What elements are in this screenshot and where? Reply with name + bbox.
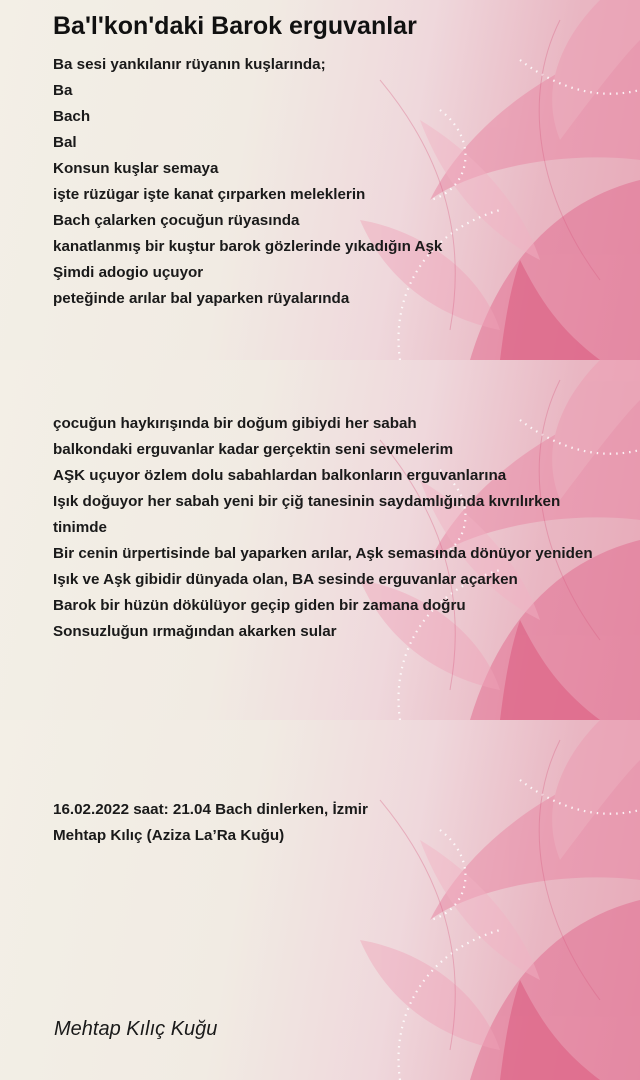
stanza-1 [53, 52, 442, 312]
poem-line: Işık doğuyor her sabah yeni bir çiğ tanesinin saydamlığında kıvrılırken [53, 493, 561, 510]
poem-line: AŞK uçuyor özlem dolu sabahlardan balkonların erguvanlarına [53, 467, 507, 484]
poem-line: Bach çalarken çocuğun rüyasında [53, 212, 300, 229]
poem-title: Ba'l'kon'daki Barok erguvanlar [53, 12, 417, 40]
poem-line: Şimdi adogio uçuyor [53, 264, 204, 281]
poem-line: Sonsuzluğun ırmağından akarken sular [53, 623, 337, 640]
poem-line: kanatlanmış bir kuştur barok gözlerinde yıkadığın Aşk [53, 238, 443, 255]
poem-line: Bir cenin ürpertisinde bal yaparken arılar, Aşk semasında dönüyor yeniden [53, 545, 593, 562]
poem-line: peteğinde arılar bal yaparken rüyalarında [53, 290, 350, 307]
poem-line: Mehtap Kılıç (Aziza La’Ra Kuğu) [53, 827, 285, 844]
poem-line: işte rüzügar işte kanat çırparken meleklerin [53, 186, 366, 203]
poem-line: Barok bir hüzün dökülüyor geçip giden bir zamana doğru [53, 597, 466, 614]
poem-line: Konsun kuşlar semaya [53, 160, 219, 177]
poem-line: Bal [53, 134, 77, 151]
poem-line: çocuğun haykırışında bir doğum gibiydi her sabah [53, 415, 417, 432]
author-signature: Mehtap Kılıç Kuğu [54, 1018, 218, 1040]
stanza-3 [53, 797, 368, 849]
poem-line: tinimde [53, 519, 108, 536]
poem-line: Işık ve Aşk gibidir dünyada olan, BA sesinde erguvanlar açarken [53, 571, 518, 588]
poem-line: balkondaki erguvanlar kadar gerçektin seni sevmelerim [53, 441, 454, 458]
poem-line: Ba [53, 82, 73, 99]
poem-line: 16.02.2022 saat: 21.04 Bach dinlerken, İzmir [53, 801, 368, 818]
poem-line: Ba sesi yankılanır rüyanın kuşlarında; [53, 56, 326, 73]
poem-line: Bach [53, 108, 91, 125]
stanza-2 [53, 411, 593, 645]
